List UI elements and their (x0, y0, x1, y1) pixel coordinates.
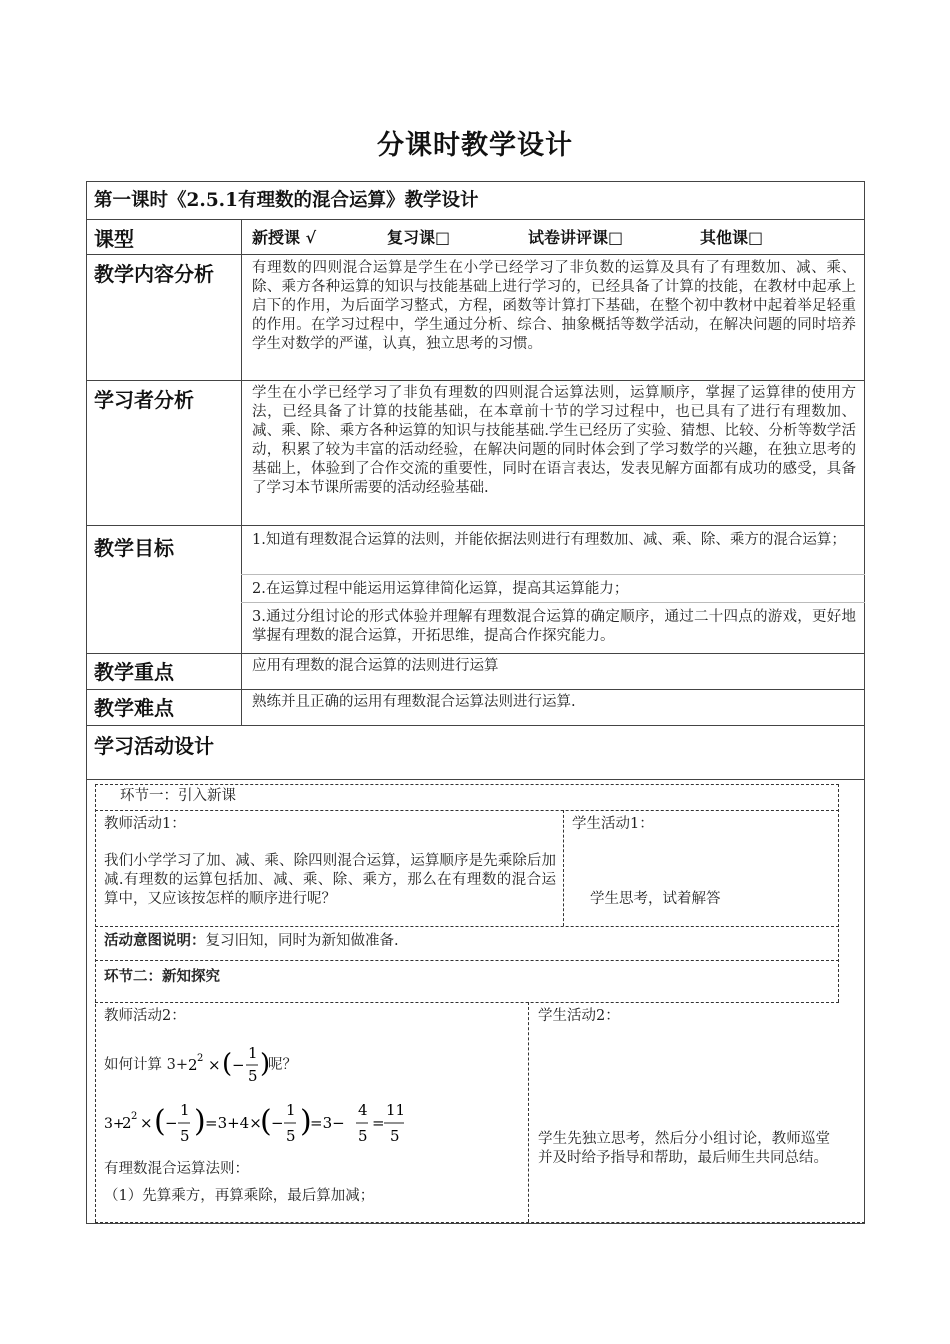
row-divider (86, 653, 865, 654)
rule-title: 有理数混合运算法则： (104, 1161, 249, 1177)
student-activity-1-text: 学生思考，试着解答 (590, 891, 721, 907)
difficulties-label: 教学难点 (94, 696, 174, 720)
sol-step1: =3+4× (205, 1114, 262, 1132)
sol-res-num: 11 (386, 1101, 406, 1119)
segment-border (95, 1002, 839, 1003)
segment-border (838, 784, 839, 1002)
teacher-activity-1-text: 我们小学学习了加、减、乘、除四则混合运算，运算顺序是先乘除后加减.有理数的运算包括加、减、乘、除、乘方，那么在有理数的混合运算中，又应该按怎样的顺序进行呢？ (104, 853, 556, 907)
expr-lparen: ( (222, 1049, 233, 1079)
expr-minus: − (232, 1056, 245, 1074)
activity-intent-text: 复习旧知，同时为新知做准备. (205, 933, 399, 949)
option-exam-review-lesson: 试卷讲评课□ (528, 228, 624, 247)
row-divider (86, 380, 865, 381)
content-analysis-text: 有理数的四则混合运算是学生在小学已经学习了非负数的运算及具有了有理数加、减、乘、除、乘方各种运算的知识与技能基础上进行学习的，已经具备了计算的技能，在教材中起承上启下的作用，为后面学习整式，方程，函数等计算打下基础，在整个初中教材中起着举足轻重的作用。在学习过程中，学生通过分析、综合、抽象概括等数学活动，在解决问题的同时培养学生对数学的严谨，认真，独立思考的习惯。 (252, 260, 856, 352)
row-divider (86, 219, 865, 220)
sol-minus: − (165, 1114, 178, 1132)
sol-lead: 3+ (104, 1116, 125, 1132)
segment-border (95, 784, 839, 785)
row-divider (86, 254, 865, 255)
teacher-activity-1-label: 教师活动1： (104, 816, 186, 832)
segment-border (95, 784, 96, 1222)
difficulties-text: 熟练并且正确的运用有理数混合运算法则进行运算. (252, 694, 576, 710)
expr-exp: 2 (197, 1053, 204, 1064)
option-review-lesson: 复习课□ (387, 228, 451, 247)
activity-intent-label: 活动意图说明： (104, 932, 206, 949)
rule-1: （1）先算乘方，再算乘除，最后算加减； (104, 1188, 375, 1204)
option-new-lesson: 新授课 √ (252, 228, 317, 247)
sol-base: 2 (122, 1114, 132, 1132)
sol-exp: 2 (131, 1111, 138, 1122)
objective-3: 3.通过分组讨论的形式体验并理解有理数混合运算的确定顺序，通过二十四点的游戏，更好地掌握有理数的混合运算，开拓思维，提高合作探究能力。 (252, 609, 856, 644)
student-activity-1-label: 学生活动1： (572, 816, 654, 832)
sol-den-2: 5 (286, 1127, 296, 1145)
student-activity-2-text: 学生先独立思考，然后分小组讨论，教师巡堂并及时给予指导和帮助，最后师生共同总结。 (538, 1131, 830, 1166)
sol-res-den: 5 (390, 1127, 400, 1145)
key-points-label: 教学重点 (94, 660, 174, 684)
page-title: 分课时教学设计 (377, 130, 573, 161)
segment-border (95, 810, 839, 811)
row-divider (86, 725, 865, 726)
question-prefix: 如何计算 3+ (104, 1057, 188, 1073)
student-activity-2-label: 学生活动2： (538, 1008, 620, 1024)
expr-den: 5 (248, 1067, 258, 1085)
lesson-title: 第一课时《2.5.1有理数的混合运算》教学设计 (94, 190, 479, 211)
expr-base: 2 (188, 1056, 198, 1074)
course-type-label: 课型 (94, 227, 134, 251)
sol-frac2-den: 5 (358, 1127, 368, 1145)
segment-border (95, 960, 839, 961)
sol-lparen-2: ( (260, 1104, 272, 1139)
learner-analysis-text: 学生在小学已经学习了非负有理数的四则混合运算法则，运算顺序，掌握了运算律的使用方法，已经具备了计算的技能基础，在本章前十节的学习过程中，也已具有了进行有理数加、减、乘、除、乘方各种运算的知识与技能基础.学生已经历了实验、猜想、比较、分析等数学活动，积累了较为丰富的活动经验，在解决问题的同时体会到了学习数学的兴趣，在独立思考的基础上，体验到了合作交流的重要性，同时在语言表达，发表见解方面都有成功的感受，具备了学习本节课所需要的活动经验基础. (252, 385, 856, 496)
segment-border (563, 810, 564, 926)
sol-rparen: ) (194, 1104, 206, 1139)
key-points-text: 应用有理数的混合运算的法则进行运算 (252, 658, 499, 674)
row-divider (86, 779, 865, 780)
cell-divider (241, 574, 865, 575)
sol-step2: =3− (310, 1114, 345, 1132)
segment1-title: 环节一：引入新课 (120, 788, 236, 804)
row-divider (86, 525, 865, 526)
sol-times: × (140, 1114, 153, 1132)
expr-times: × (208, 1056, 221, 1074)
sol-lparen: ( (154, 1104, 166, 1139)
question-suffix: 呢？ (268, 1057, 297, 1073)
expr-rparen: ) (260, 1049, 271, 1079)
expr-num: 1 (248, 1044, 258, 1062)
objectives-label: 教学目标 (94, 536, 174, 560)
teacher-activity-2-label: 教师活动2： (104, 1008, 186, 1024)
sol-frac2-num: 4 (358, 1101, 368, 1119)
segment-border (528, 1002, 529, 1222)
segment2-title: 环节二：新知探究 (104, 968, 220, 985)
content-analysis-label: 教学内容分析 (94, 262, 214, 286)
cell-divider (241, 602, 865, 603)
sol-num-2: 1 (286, 1101, 296, 1119)
sol-den: 5 (180, 1127, 190, 1145)
row-divider (86, 689, 865, 690)
column-divider (241, 219, 242, 725)
sol-eq: = (372, 1114, 385, 1132)
activity-design-label: 学习活动设计 (94, 734, 214, 758)
segment-border (95, 926, 839, 927)
activity-intent (104, 931, 399, 951)
worked-solution (102, 1096, 422, 1148)
sol-minus-2: − (271, 1114, 284, 1132)
objective-2: 2.在运算过程中能运用运算律简化运算，提高其运算能力； (252, 581, 629, 597)
sol-rparen-2: ) (300, 1104, 312, 1139)
sol-num: 1 (180, 1101, 190, 1119)
segment-border (95, 1222, 865, 1223)
option-other-lesson: 其他课□ (700, 228, 764, 247)
objective-1: 1.知道有理数混合运算的法则，并能依据法则进行有理数加、减、乘、除、乘方的混合运算； (252, 532, 846, 548)
learner-analysis-label: 学习者分析 (94, 388, 194, 412)
